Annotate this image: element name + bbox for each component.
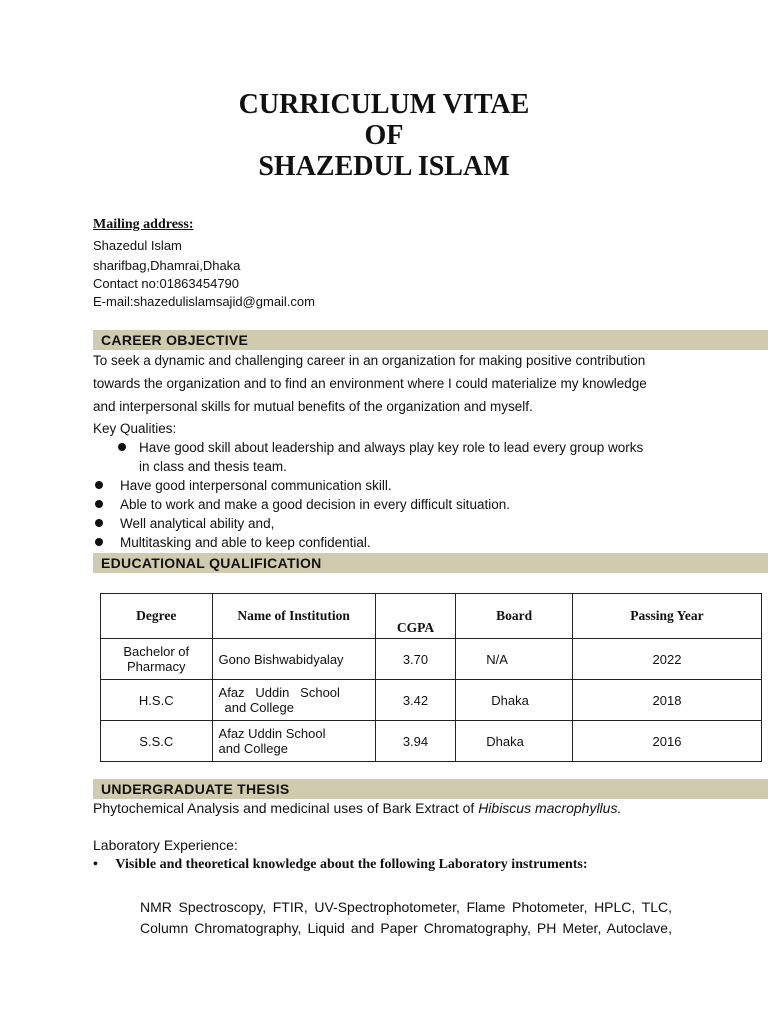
cell-degree: S.S.C [101, 721, 213, 762]
mailing-name: Shazedul Islam [93, 238, 182, 253]
quality-item: Well analytical ability and, [120, 516, 275, 531]
cell-institution [212, 639, 375, 680]
degree-line-1: Bachelor of [123, 644, 190, 659]
bullet-icon [95, 519, 103, 527]
cell-year: 2022 [572, 639, 761, 680]
bullet-icon [118, 443, 126, 451]
career-line-2: towards the organization and to find an environment where I could materialize my knowledge [93, 376, 647, 391]
mailing-contact: Contact no:01863454790 [93, 276, 240, 291]
education-table [100, 593, 762, 762]
cell-degree: H.S.C [101, 680, 213, 721]
cell-institution [212, 721, 375, 762]
quality-leadership-line-1: Have good skill about leadership and always play key role to lead every group works [139, 440, 644, 455]
cell-cgpa: 3.94 [375, 721, 456, 762]
bullet-icon [95, 481, 103, 489]
instruments-line-2: Column Chromatography, Liquid and Paper Chromatography, PH Meter, Autoclave, [140, 920, 672, 936]
cell-cgpa: 3.70 [375, 639, 456, 680]
career-line-3: and interpersonal skills for mutual benefits of the organization and myself. [93, 399, 533, 414]
career-objective-heading: CAREER OBJECTIVE [93, 330, 768, 350]
lab-bullet [93, 857, 588, 873]
title-line-2: OF [364, 120, 404, 151]
cell-board: Dhaka [456, 680, 573, 721]
cell-board: N/A [456, 639, 573, 680]
cell-year: 2016 [572, 721, 761, 762]
institution-line-1: Afaz Uddin School [218, 685, 340, 700]
career-line-1: To seek a dynamic and challenging career in an organization for making positive contribution [93, 353, 646, 368]
cell-board: Dhaka [456, 721, 573, 762]
mailing-address: sharifbag,Dhamrai,Dhaka [93, 258, 241, 273]
thesis-text [93, 800, 621, 816]
thesis-heading: UNDERGRADUATE THESIS [93, 779, 768, 799]
thesis-title: Phytochemical Analysis and medicinal uses of Bark Extract of [93, 800, 479, 816]
mailing-email: E-mail:shazedulislamsajid@gmail.com [93, 294, 315, 309]
bullet-icon [95, 538, 103, 546]
quality-item: Have good interpersonal communication skill. [120, 478, 392, 493]
institution-line-2: and College [218, 741, 288, 756]
mailing-address-heading: Mailing address: [93, 217, 194, 232]
cell-cgpa: 3.42 [375, 680, 456, 721]
career-objective-text [93, 349, 683, 418]
title-line-1: CURRICULUM VITAE [238, 89, 530, 120]
col-cgpa: CGPA [375, 594, 456, 639]
quality-item: Multitasking and able to keep confidential. [120, 535, 371, 550]
cell-degree [101, 639, 213, 680]
institution-line-1: Gono Bishwabidyalay [218, 651, 344, 667]
cell-institution [212, 680, 375, 721]
institution-line-2: and College [224, 700, 294, 715]
table-row [101, 721, 762, 762]
table-row [101, 639, 762, 680]
table-row [101, 680, 762, 721]
col-institution: Name of Institution [212, 594, 375, 639]
degree-line-2: Pharmacy [127, 659, 186, 674]
lab-bullet-text: Visible and theoretical knowledge about the following Laboratory instruments: [115, 857, 588, 872]
quality-item: Able to work and make a good decision in every difficult situation. [120, 497, 510, 512]
education-heading: EDUCATIONAL QUALIFICATION [93, 553, 768, 573]
key-qualities-label: Key Qualities: [93, 421, 177, 436]
col-degree: Degree [101, 594, 213, 639]
col-passing-year: Passing Year [572, 594, 761, 639]
quality-leadership-line-2: in class and thesis team. [139, 459, 287, 474]
lab-experience-label: Laboratory Experience: [93, 837, 238, 853]
cell-year: 2018 [572, 680, 761, 721]
cv-title [0, 89, 768, 182]
bullet-icon: • [93, 857, 98, 872]
bullet-icon [95, 500, 103, 508]
institution-line-1: Afaz Uddin School [218, 726, 326, 741]
instruments-line-1: NMR Spectroscopy, FTIR, UV-Spectrophotometer, Flame Photometer, HPLC, TLC, [140, 899, 672, 915]
col-board: Board [456, 594, 573, 639]
table-header-row [101, 594, 762, 639]
lab-instruments [140, 897, 672, 939]
title-line-3: SHAZEDUL ISLAM [258, 151, 510, 182]
quality-item-leadership [139, 438, 699, 476]
thesis-species: Hibiscus macrophyllus. [478, 800, 622, 816]
